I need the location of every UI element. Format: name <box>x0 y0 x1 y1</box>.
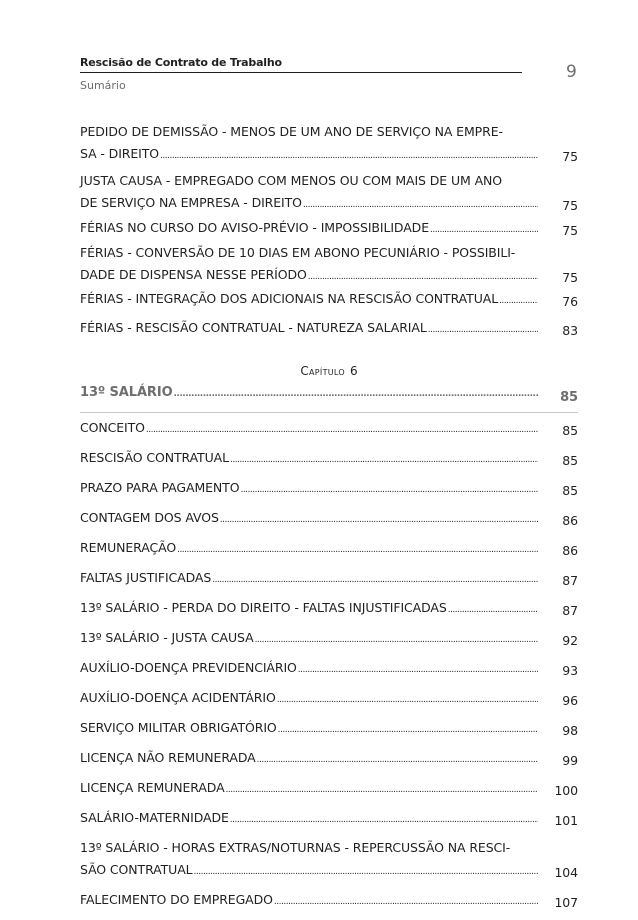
toc-entry <box>80 840 578 884</box>
section-page: 85 <box>560 390 578 405</box>
toc-entry-page: 96 <box>562 693 578 708</box>
toc-entry-title: 13º SALÁRIO - PERDA DO DIREITO - FALTAS INJUSTIFICADAS <box>80 600 447 615</box>
dot-leader <box>448 600 538 615</box>
toc-entry-title: SALÁRIO-MATERNIDADE <box>80 810 229 825</box>
toc-entry-page: 100 <box>554 783 578 798</box>
dot-leader <box>277 690 538 705</box>
toc-entry-page: 104 <box>554 865 578 880</box>
toc-entry-page: 75 <box>562 198 578 213</box>
dot-leader <box>303 195 538 210</box>
running-header <box>80 56 522 92</box>
toc-entry-page: 85 <box>562 453 578 468</box>
toc-entry <box>80 420 578 442</box>
toc-entry-page: 83 <box>562 323 578 338</box>
toc-entry <box>80 291 578 313</box>
book-title: Rescisão de Contrato de Trabalho <box>80 56 522 73</box>
dot-leader <box>255 630 538 645</box>
toc-entry <box>80 510 578 532</box>
toc-entry-page: 92 <box>562 633 578 648</box>
toc-entry <box>80 540 578 562</box>
toc-entry-title-line1: PEDIDO DE DEMISSÃO - MENOS DE UM ANO DE SERVIÇO NA EMPRE- <box>80 124 503 139</box>
dot-leader <box>174 385 538 400</box>
toc-entry <box>80 630 578 652</box>
toc-entry-page: 76 <box>562 294 578 309</box>
toc-entry-title: LICENÇA REMUNERADA <box>80 780 225 795</box>
toc-entry-title: SÃO CONTRATUAL <box>80 862 193 877</box>
dot-leader <box>177 540 538 555</box>
toc-entry <box>80 245 578 289</box>
toc-entry <box>80 600 578 622</box>
dot-leader <box>308 267 538 282</box>
toc-entry <box>80 220 578 242</box>
dot-leader <box>298 660 538 675</box>
toc-entry-title: FÉRIAS - INTEGRAÇÃO DOS ADICIONAIS NA RESCISÃO CONTRATUAL <box>80 291 499 306</box>
toc-entry-title: REMUNERAÇÃO <box>80 540 177 555</box>
toc-entry-title: FÉRIAS NO CURSO DO AVISO-PRÉVIO - IMPOSSIBILIDADE <box>80 220 430 235</box>
toc-entry <box>80 570 578 592</box>
toc-section-entry <box>80 385 578 409</box>
toc-entry-page: 75 <box>562 270 578 285</box>
dot-leader <box>230 810 538 825</box>
toc-entry <box>80 124 578 168</box>
toc-entry-page: 75 <box>562 149 578 164</box>
dot-leader <box>278 720 538 735</box>
toc-entry <box>80 450 578 472</box>
dot-leader <box>428 320 538 335</box>
section-title: 13º SALÁRIO <box>80 385 173 400</box>
toc-entry-page: 87 <box>562 573 578 588</box>
toc-entry <box>80 780 578 802</box>
chapter-label: Capítulo <box>300 364 345 378</box>
toc-entry-page: 101 <box>554 813 578 828</box>
section-name: Sumário <box>80 79 126 92</box>
dot-leader <box>499 291 538 306</box>
dot-leader <box>146 420 538 435</box>
toc-entry-title: RESCISÃO CONTRATUAL <box>80 450 229 465</box>
section-divider <box>80 412 578 413</box>
toc-entry-title: DADE DE DISPENSA NESSE PERÍODO <box>80 267 307 282</box>
toc-entry <box>80 173 578 217</box>
toc-entry-title: DE SERVIÇO NA EMPRESA - DIREITO <box>80 195 302 210</box>
dot-leader <box>230 450 538 465</box>
toc-entry-title-line1: 13º SALÁRIO - HORAS EXTRAS/NOTURNAS - REPERCUSSÃO NA RESCI- <box>80 840 511 855</box>
toc-entry-title: SA - DIREITO <box>80 146 160 161</box>
toc-entry-page: 85 <box>562 483 578 498</box>
dot-leader <box>257 750 538 765</box>
dot-leader <box>430 220 538 235</box>
toc-entry-page: 86 <box>562 543 578 558</box>
toc-entry-title: CONCEITO <box>80 420 145 435</box>
toc-entry-page: 87 <box>562 603 578 618</box>
toc-entry <box>80 720 578 742</box>
toc-entry-page: 75 <box>562 223 578 238</box>
toc-entry-title-line1: FÉRIAS - CONVERSÃO DE 10 DIAS EM ABONO PECUNIÁRIO - POSSIBILI- <box>80 245 516 260</box>
dot-leader <box>226 780 538 795</box>
toc-entry-page: 85 <box>562 423 578 438</box>
dot-leader <box>160 146 538 161</box>
toc-entry-title: SERVIÇO MILITAR OBRIGATÓRIO <box>80 720 277 735</box>
page-number: 9 <box>566 62 577 82</box>
toc-entry-title: FALTAS JUSTIFICADAS <box>80 570 212 585</box>
toc-entry-page: 107 <box>554 895 578 910</box>
toc-entry-title: CONTAGEM DOS AVOS <box>80 510 219 525</box>
dot-leader <box>240 480 538 495</box>
toc-entry-page: 99 <box>562 753 578 768</box>
toc-entry <box>80 660 578 682</box>
toc-entry-page: 86 <box>562 513 578 528</box>
toc-entry <box>80 892 578 914</box>
toc-entry-title: AUXÍLIO-DOENÇA PREVIDENCIÁRIO <box>80 660 297 675</box>
chapter-heading <box>80 364 578 378</box>
dot-leader <box>212 570 538 585</box>
toc-entry-page: 98 <box>562 723 578 738</box>
toc-entry-title: LICENÇA NÃO REMUNERADA <box>80 750 256 765</box>
toc-entry <box>80 690 578 712</box>
dot-leader <box>194 862 538 877</box>
toc-entry-title: 13º SALÁRIO - JUSTA CAUSA <box>80 630 254 645</box>
toc-entry-title: FÉRIAS - RESCISÃO CONTRATUAL - NATUREZA SALARIAL <box>80 320 427 335</box>
toc-entry-title: PRAZO PARA PAGAMENTO <box>80 480 240 495</box>
dot-leader <box>274 892 538 907</box>
toc-entry-title-line1: JUSTA CAUSA - EMPREGADO COM MENOS OU COM MAIS DE UM ANO <box>80 173 503 188</box>
toc-entry-page: 93 <box>562 663 578 678</box>
dot-leader <box>220 510 538 525</box>
toc-entry-title: AUXÍLIO-DOENÇA ACIDENTÁRIO <box>80 690 276 705</box>
toc-entry <box>80 480 578 502</box>
toc-entry <box>80 810 578 832</box>
chapter-number: 6 <box>350 364 358 378</box>
toc-entry <box>80 320 578 342</box>
toc-entry-title: FALECIMENTO DO EMPREGADO <box>80 892 273 907</box>
toc-entry <box>80 750 578 772</box>
